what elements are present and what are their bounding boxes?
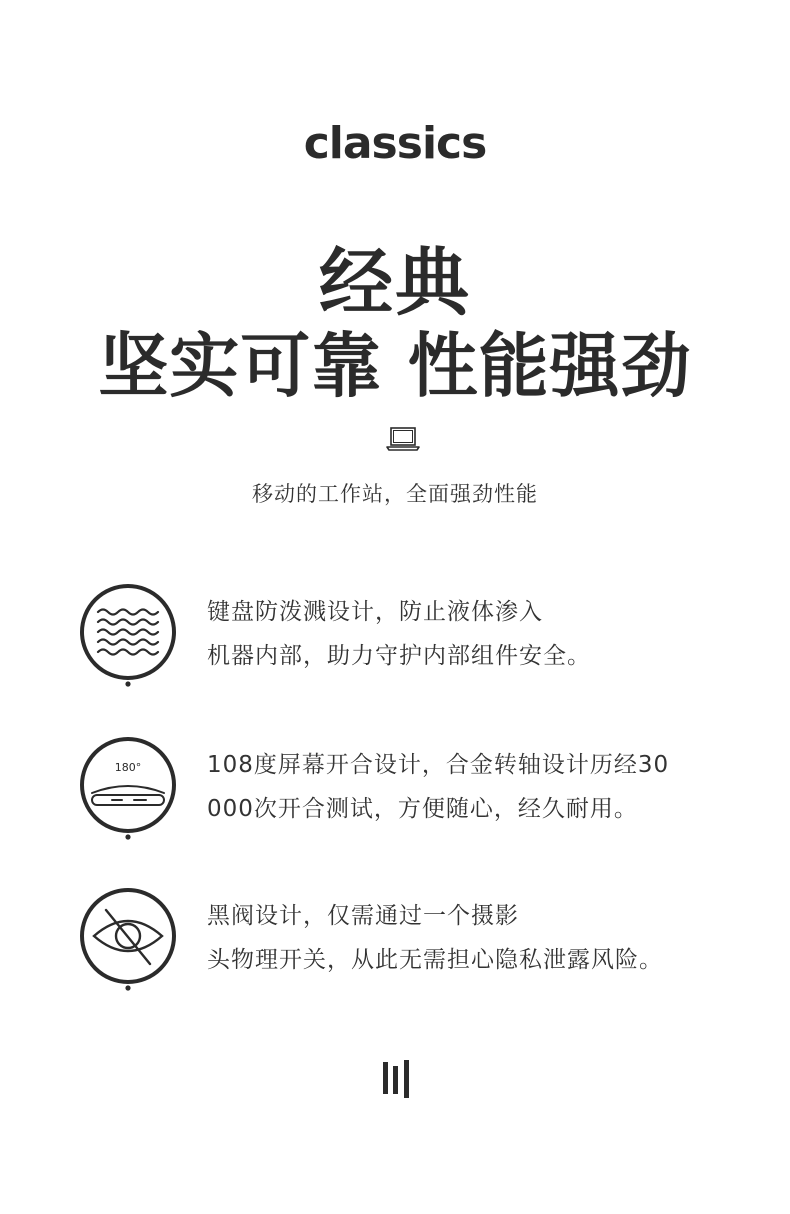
feature-line: 黑阀设计，仅需通过一个摄影 — [207, 903, 519, 929]
feature-item-hinge — [0, 737, 790, 847]
feature-line: 头物理开关，从此无需担心隐私泄露风险。 — [207, 947, 663, 973]
feature-description — [207, 590, 767, 678]
feature-line: 机器内部，助力守护内部组件安全。 — [207, 643, 591, 669]
brand-logo-text: classics — [303, 118, 487, 169]
eye-slash-icon — [76, 888, 180, 992]
feature-item-privacy-shutter — [0, 888, 790, 998]
feature-description — [207, 894, 767, 982]
headline-subtitle: 坚实可靠 性能强劲 — [98, 325, 692, 407]
headline-title: 经典 — [319, 240, 471, 326]
hinge-angle-label: 180° — [114, 761, 142, 774]
feature-item-splash-proof — [0, 584, 790, 694]
hinge-180-icon — [76, 737, 180, 841]
feature-line: 108度屏幕开合设计，合金转轴设计历经30 — [207, 752, 670, 778]
laptop-icon — [385, 424, 421, 454]
feature-line: 键盘防泼溅设计，防止液体渗入 — [207, 599, 543, 625]
section-subtitle: 移动的工作站，全面强劲性能 — [252, 482, 538, 506]
water-waves-icon — [76, 584, 180, 688]
feature-line: 000次开合测试，方便随心，经久耐用。 — [207, 796, 638, 822]
brand-mark-icon — [380, 1056, 416, 1100]
feature-description — [207, 743, 767, 831]
